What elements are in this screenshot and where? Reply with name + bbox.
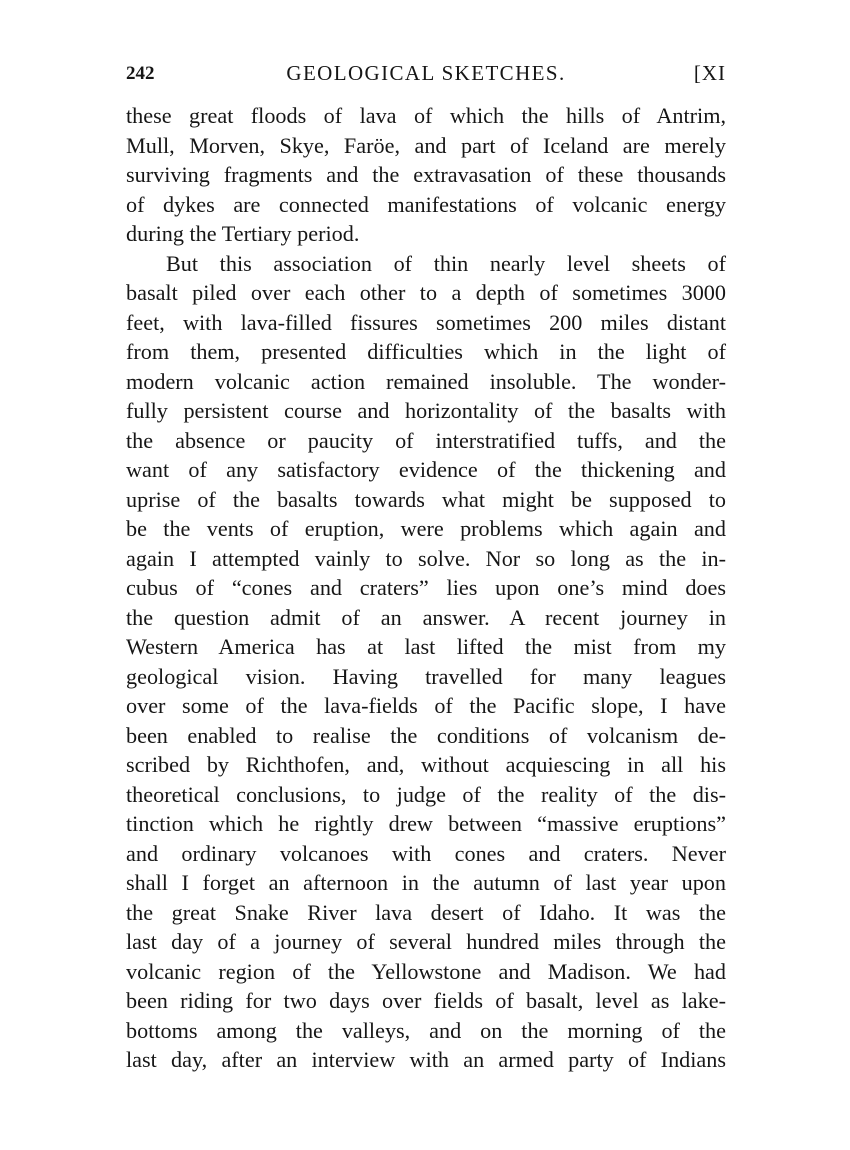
text-line: over some of the lava-fields of the Pacific slope, I have [126,693,726,718]
text-line: shall I forget an afternoon in the autumn of last year upon [126,870,726,895]
page-number: 242 [126,63,155,84]
text-line: and ordinary volcanoes with cones and craters. Never [126,840,726,866]
text-line: surviving fragments and the extravasation of these thousands [126,162,726,187]
text-line: been enabled to realise the conditions of volcanism de- [126,722,726,748]
body-text [126,101,726,1075]
text-line: the great Snake River lava desert of Idaho. It was the [126,899,726,925]
text-line: been riding for two days over fields of basalt, level as lake- [126,988,726,1013]
text-line: Mull, Morven, Skye, Faröe, and part of Iceland are merely [126,132,726,158]
text-line: last day, after an interview with an armed party of Indians [126,1047,726,1072]
text-line: during the Tertiary period. [126,221,360,246]
text-line: feet, with lava-filled fissures sometimes 200 miles distant [126,309,726,335]
text-line: scribed by Richthofen, and, without acquiescing in all his [126,752,726,777]
text-line: of dykes are connected manifestations of volcanic energy [126,191,726,217]
running-title: GEOLOGICAL SKETCHES. [286,61,566,85]
text-line: last day of a journey of several hundred miles through the [126,929,726,954]
chapter-mark: [XI [693,61,726,85]
paragraph-start-line: But this association of thin nearly level sheets of [166,250,726,276]
text-line: cubus of “cones and craters” lies upon one’s mind does [126,575,726,600]
running-head [126,58,726,88]
text-line: the question admit of an answer. A recent journey in [126,604,726,630]
text-line: from them, presented difficulties which in the light of [126,339,726,364]
text-line: basalt piled over each other to a depth of sometimes 3000 [126,280,726,305]
text-line: again I attempted vainly to solve. Nor so long as the in- [126,545,726,571]
text-line: fully persistent course and horizontality of the basalts with [126,398,726,423]
text-line: be the vents of eruption, were problems which again and [126,516,726,541]
text-line: volcanic region of the Yellowstone and Madison. We had [126,958,726,984]
text-line: modern volcanic action remained insoluble. The wonder- [126,368,726,394]
text-line: the absence or paucity of interstratified tuffs, and the [126,427,726,453]
text-line: uprise of the basalts towards what might be supposed to [126,486,726,512]
text-line: theoretical conclusions, to judge of the reality of the dis- [126,781,726,807]
text-line: want of any satisfactory evidence of the thickening and [126,457,726,482]
text-line: geological vision. Having travelled for many leagues [126,663,726,689]
text-line: tinction which he rightly drew between “massive eruptions” [126,811,726,836]
text-line: these great floods of lava of which the hills of Antrim, [126,103,726,128]
text-line: bottoms among the valleys, and on the morning of the [126,1017,726,1043]
text-line: Western America has at last lifted the mist from my [126,634,726,659]
